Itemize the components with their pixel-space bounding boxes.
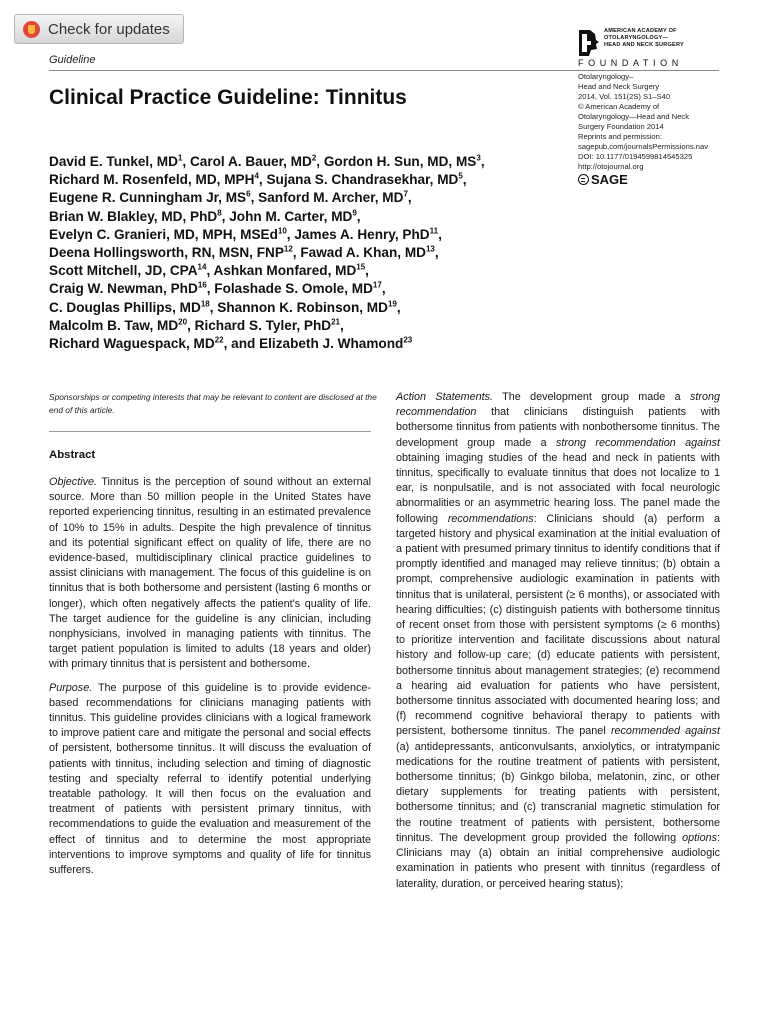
note-divider	[49, 431, 371, 432]
author-name: Shannon K. Robinson, MD	[217, 299, 388, 315]
author-affiliation: 20	[178, 317, 188, 327]
author-affiliation: 3	[476, 153, 481, 163]
journal-info-line: http://otojournal.org	[578, 162, 644, 171]
logo-line-1: AMERICAN ACADEMY OF	[604, 28, 677, 34]
section-label: Guideline	[49, 54, 96, 66]
article-title: Clinical Practice Guideline: Tinnitus	[49, 86, 407, 109]
journal-info-line: Otolaryngology—Head and Neck	[578, 112, 690, 121]
author-separator: ,	[206, 263, 214, 279]
journal-info-line: Head and Neck Surgery	[578, 82, 660, 91]
author-affiliation: 13	[425, 244, 435, 254]
author-affiliation: 9	[352, 208, 357, 218]
author-separator: ,	[286, 226, 295, 242]
recommended-against-term: recommended against	[610, 725, 720, 738]
author-name: Ashkan Monfared, MD	[213, 263, 357, 279]
journal-info-line: DOI: 10.1177/0194599814545325	[578, 152, 693, 161]
author-affiliation: 8	[217, 208, 222, 218]
author-separator: ,	[462, 172, 467, 188]
author	[49, 318, 195, 333]
author	[49, 154, 190, 169]
purpose-text: The purpose of this guideline is to provide evidence-based recommendations for clinicians managing patients with tinnitus. This guideline provides clinicians with a logical framework to improve patient care and mitigate the personal and social effects of persistent, bothersome tinnitus. It will discuss the evaluation of patients with tinnitus, including selection and timing of diagnostic testing and specialty referral to identify potential underlying treatable pathology. It will then focus on the evaluation and treatment of patients with persistent primary tinnitus, with recommendations to guide the evaluation and measurement of the effect of tinnitus and to determine the most appropriate interventions to improve symptoms and quality of life for tinnitus sufferers.	[49, 681, 371, 877]
author-list	[49, 153, 569, 353]
author-separator: ,	[438, 226, 442, 242]
author	[324, 154, 485, 169]
journal-info	[578, 72, 738, 185]
author	[214, 263, 369, 278]
author-separator: ,	[292, 245, 301, 261]
author-name: Fawad A. Khan, MD	[300, 245, 426, 261]
sage-icon	[578, 174, 589, 185]
recommendations-term: recommendations	[447, 512, 534, 525]
author-separator: ,	[480, 154, 485, 169]
author-name: James A. Henry, PhD	[294, 226, 430, 242]
author-separator: ,	[258, 172, 267, 188]
crossmark-icon	[23, 21, 40, 38]
author-separator: ,	[434, 245, 439, 261]
strong-recommendation: strong recommendation	[396, 391, 721, 419]
author-name: Deena Hollingsworth, RN, MSN, FNP	[49, 245, 284, 261]
logo-foundation: FOUNDATION	[578, 58, 683, 68]
author-separator: ,	[396, 299, 401, 315]
author-name: Scott Mitchell, JD, CPA	[49, 263, 198, 279]
author	[49, 300, 217, 315]
author-name: Gordon H. Sun, MD, MS	[323, 154, 477, 169]
logo-line-2: OTOLARYNGOLOGY—	[604, 35, 669, 41]
abstract-heading: Abstract	[49, 449, 96, 461]
aao-hns-foundation-logo	[576, 26, 726, 70]
author-affiliation: 14	[197, 262, 207, 272]
author	[300, 245, 438, 260]
author-affiliation: 12	[283, 244, 293, 254]
author-name: Craig W. Newman, PhD	[49, 281, 198, 297]
journal-info-line: sagepub.com/journalsPermissions.nav	[578, 142, 709, 151]
author-affiliation: 23	[403, 335, 413, 345]
journal-info-lines	[578, 72, 738, 172]
author	[294, 227, 441, 242]
author-affiliation: 17	[372, 280, 382, 290]
author	[49, 190, 258, 205]
journal-info-line: © American Academy of	[578, 102, 660, 111]
sage-logo	[578, 171, 738, 187]
purpose-label: Purpose.	[49, 681, 93, 694]
author-name: Evelyn C. Granieri, MD, MPH, MSEd	[49, 226, 278, 242]
author	[258, 190, 412, 205]
author-separator: ,	[209, 299, 218, 315]
author	[49, 336, 259, 351]
sponsorship-note: Sponsorships or competing interests that may be relevant to content are disclosed at the end of this article.	[49, 392, 377, 415]
author-affiliation: 22	[214, 335, 224, 345]
author-affiliation: 19	[387, 299, 397, 309]
author	[259, 336, 412, 351]
sage-label: SAGE	[591, 171, 628, 187]
author-name: Folashade S. Omole, MD	[214, 281, 373, 297]
author-affiliation: 11	[429, 226, 439, 236]
author-separator: ,	[365, 263, 369, 279]
journal-info-line: Reprints and permission:	[578, 132, 662, 141]
author	[214, 281, 385, 296]
author-name: C. Douglas Phillips, MD	[49, 299, 201, 315]
action-statements-paragraph: Action Statements. The development group made a strong recommendation that clinicians distinguish patients with bothersome tinnitus from patients with nonbothersome tinnitus. The development group made a strong recommendation against obtaining imaging studies of the head and neck in patients with tinnitus, specifically to evaluate tinnitus that does not localize to 1 ear, is nonpulsatile, and is not associated with focal neurologic abnormalities or an asymmetric hearing loss. The panel made the following recommendations: Clinicians should (a) perform a targeted history and physical examination at the initial evaluation of a patient with presumed primary tinnitus to identify conditions that if promptly identified and managed may relieve tinnitus; (b) obtain a prompt, comprehensive audiologic examination in patients with tinnitus that is unilateral, persistent (≥ 6 months), or associated with hearing difficulties; (c) distinguish patients with bothersome tinnitus of recent onset from those with persistent symptoms (≥ 6 months) to prioritize intervention and facilitate discussions about natural history and follow-up care; (d) educate patients with persistent, bothersome tinnitus about management strategies; (e) recommend a hearing aid evaluation for patients who have persistent, bothersome tinnitus associated with documented hearing loss; and (f) recommend cognitive behavioral therapy to patients with persistent, bothersome tinnitus. The panel recommended against (a) antidepressants, anticonvulsants, anxiolytics, or intratympanic medications for the routine treatment of patients with persistent, bothersome tinnitus; (b) Ginkgo biloba, melatonin, zinc, or other dietary supplements for treating patients with persistent, bothersome tinnitus; and (c) transcranial magnetic stimulation for the routine treatment of patients with persistent, bothersome tinnitus. The development group provided the following options: Clinicians may (a) obtain an initial comprehensive audiologic examination in patients who present with tinnitus (regardless of laterality, duration, or perceived hearing status);	[396, 391, 721, 890]
author-affiliation: 5	[458, 171, 463, 181]
author-name: Malcolm B. Taw, MD	[49, 317, 179, 333]
author	[229, 209, 360, 224]
author-separator: ,	[187, 317, 195, 333]
author-affiliation: 18	[200, 299, 210, 309]
author-name: Brian W. Blakley, MD, PhD	[49, 208, 218, 224]
author-affiliation: 4	[254, 171, 259, 181]
author-affiliation: 15	[356, 262, 366, 272]
author	[190, 154, 324, 169]
author-name: Eugene R. Cunningham Jr, MS	[49, 190, 247, 206]
author-separator: ,	[316, 154, 324, 169]
author-name: Carol A. Bauer, MD	[189, 154, 312, 169]
header-divider	[49, 70, 719, 71]
journal-info-line: Surgery Foundation 2014	[578, 122, 664, 131]
author	[195, 318, 344, 333]
author-affiliation: 10	[277, 226, 287, 236]
logo-text	[604, 28, 684, 49]
author-name: Richard M. Rosenfeld, MD, MPH	[49, 172, 255, 188]
author-name: David E. Tunkel, MD	[49, 154, 178, 169]
author-affiliation: 16	[197, 280, 207, 290]
author-separator: ,	[356, 208, 361, 224]
author	[49, 245, 300, 260]
objective-paragraph	[49, 475, 371, 673]
author-name: Elizabeth J. Whamond	[259, 336, 404, 352]
author-affiliation: 1	[177, 153, 183, 163]
author-affiliation: 7	[403, 189, 408, 199]
author-name: Sanford M. Archer, MD	[258, 190, 404, 206]
author-affiliation: 21	[331, 317, 341, 327]
author	[49, 227, 294, 242]
author-separator: ,	[182, 154, 190, 169]
journal-info-line: Otolaryngology–	[578, 72, 634, 81]
check-for-updates-label: Check for updates	[48, 20, 170, 38]
journal-info-line: 2014, Vol. 151(2S) S1–S40	[578, 92, 671, 101]
author-separator: ,	[340, 317, 344, 333]
strong-recommendation-against: strong recommendation against	[555, 436, 720, 449]
author-separator: ,	[381, 281, 386, 297]
abstract-right-column	[396, 390, 720, 900]
objective-text: Tinnitus is the perception of sound without an external source. More than 50 million people in the United States have reported experiencing tinnitus, resulting in an estimated prevalence of 10% to 15% in adults. Despite the high prevalence of tinnitus and its potential significant effect on quality of life, there are no evidence-based, multidisciplinary clinical practice guidelines to assist clinicians with management. The focus of this guideline is on tinnitus that is both bothersome and persistent (lasting 6 months or longer), which often negatively affects the patient's quality of life. The target audience for the guideline is any clinician, including nonphysicians, involved in managing patients with tinnitus. The target patient population is limited to adults (18 years and older) with primary tinnitus that is persistent and bothersome.	[49, 476, 371, 671]
abstract-left-column	[49, 475, 371, 886]
author	[49, 172, 266, 187]
author-affiliation: 6	[246, 189, 251, 199]
purpose-paragraph	[49, 681, 371, 879]
logo-line-3: HEAD AND NECK SURGERY	[604, 42, 684, 48]
author-name: Richard Waguespack, MD	[49, 336, 215, 352]
author	[217, 300, 400, 315]
author	[49, 281, 214, 296]
author-affiliation: 2	[311, 153, 317, 163]
objective-label: Objective.	[49, 476, 98, 488]
author-name: Richard S. Tyler, PhD	[194, 317, 332, 333]
profile-head-icon	[576, 28, 600, 56]
author-name: John M. Carter, MD	[229, 208, 353, 224]
author-separator: , and	[223, 336, 260, 352]
author	[266, 172, 466, 187]
author-separator: ,	[206, 281, 215, 297]
author-name: Sujana S. Chandrasekhar, MD	[266, 172, 459, 188]
action-statements-label: Action Statements.	[396, 391, 493, 403]
check-for-updates-button[interactable]	[14, 14, 184, 44]
author-separator: ,	[221, 208, 230, 224]
author-separator: ,	[250, 190, 259, 206]
author	[49, 263, 214, 278]
author	[49, 209, 229, 224]
options-term: options	[682, 831, 717, 844]
author-separator: ,	[407, 190, 412, 206]
